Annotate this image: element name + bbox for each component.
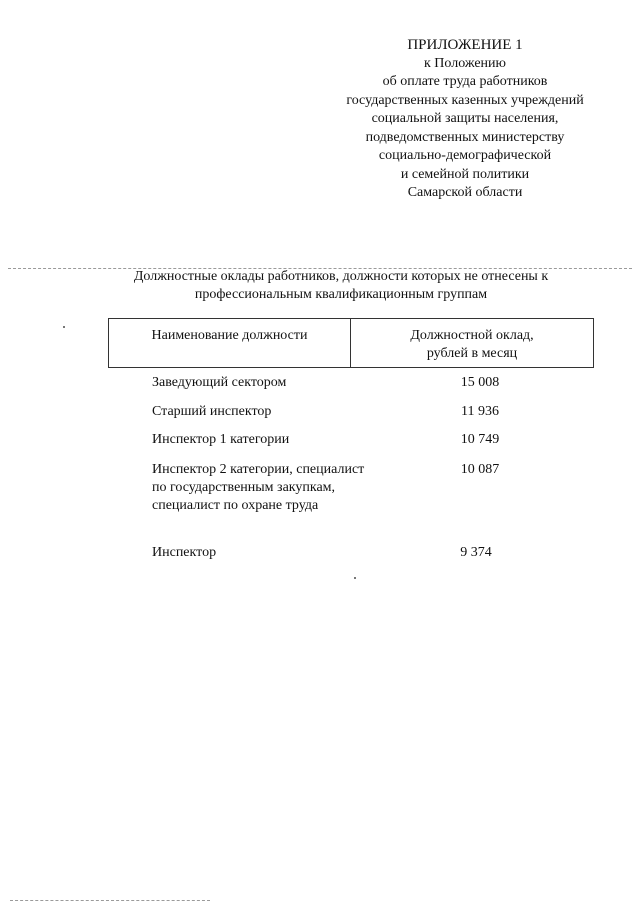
appendix-line: к Положению <box>423 55 506 71</box>
header-salary <box>351 319 593 367</box>
position-name: Заведующий сектором <box>152 375 287 390</box>
appendix-heading: ПРИЛОЖЕНИЕ 1 <box>407 37 523 53</box>
document-title <box>100 268 582 304</box>
scan-artifact-dot <box>63 326 65 328</box>
scan-artifact-dot <box>354 577 356 579</box>
title-line: Должностные оклады работников, должности которых не отнесены к <box>133 269 549 284</box>
table-header <box>108 318 594 368</box>
appendix-line: социально-демографической <box>378 148 552 163</box>
salary-value: 15 008 <box>460 375 500 390</box>
appendix-line: об оплате труда работников <box>382 74 548 89</box>
salary-value: 11 936 <box>461 404 499 419</box>
appendix-line: социальной защиты населения, <box>371 111 559 126</box>
appendix-line: Самарской области <box>407 185 523 200</box>
scan-artifact-line <box>10 900 210 901</box>
salary-value: 10 087 <box>460 462 500 477</box>
header-position: Наименование должности <box>109 319 351 367</box>
position-name: Инспектор <box>152 545 217 560</box>
appendix-line: подведомственных министерству <box>365 129 565 145</box>
position-name: Старший инспектор <box>152 404 272 419</box>
header-salary-line: рублей в месяц <box>426 346 518 361</box>
position-name: Инспектор 2 категории, специалист по государственным закупкам, специалист по охране труда <box>152 462 365 513</box>
salary-value: 10 749 <box>460 432 500 447</box>
position-name: Инспектор 1 категории <box>152 432 290 447</box>
appendix-header <box>330 36 600 203</box>
salary-value: 9 374 <box>460 545 492 560</box>
appendix-line: государственных казенных учреждений <box>346 92 584 108</box>
header-salary-line: Должностной оклад, <box>410 328 534 343</box>
appendix-line: и семейной политики <box>400 166 530 182</box>
title-line: профессиональным квалификационным группам <box>194 287 488 302</box>
